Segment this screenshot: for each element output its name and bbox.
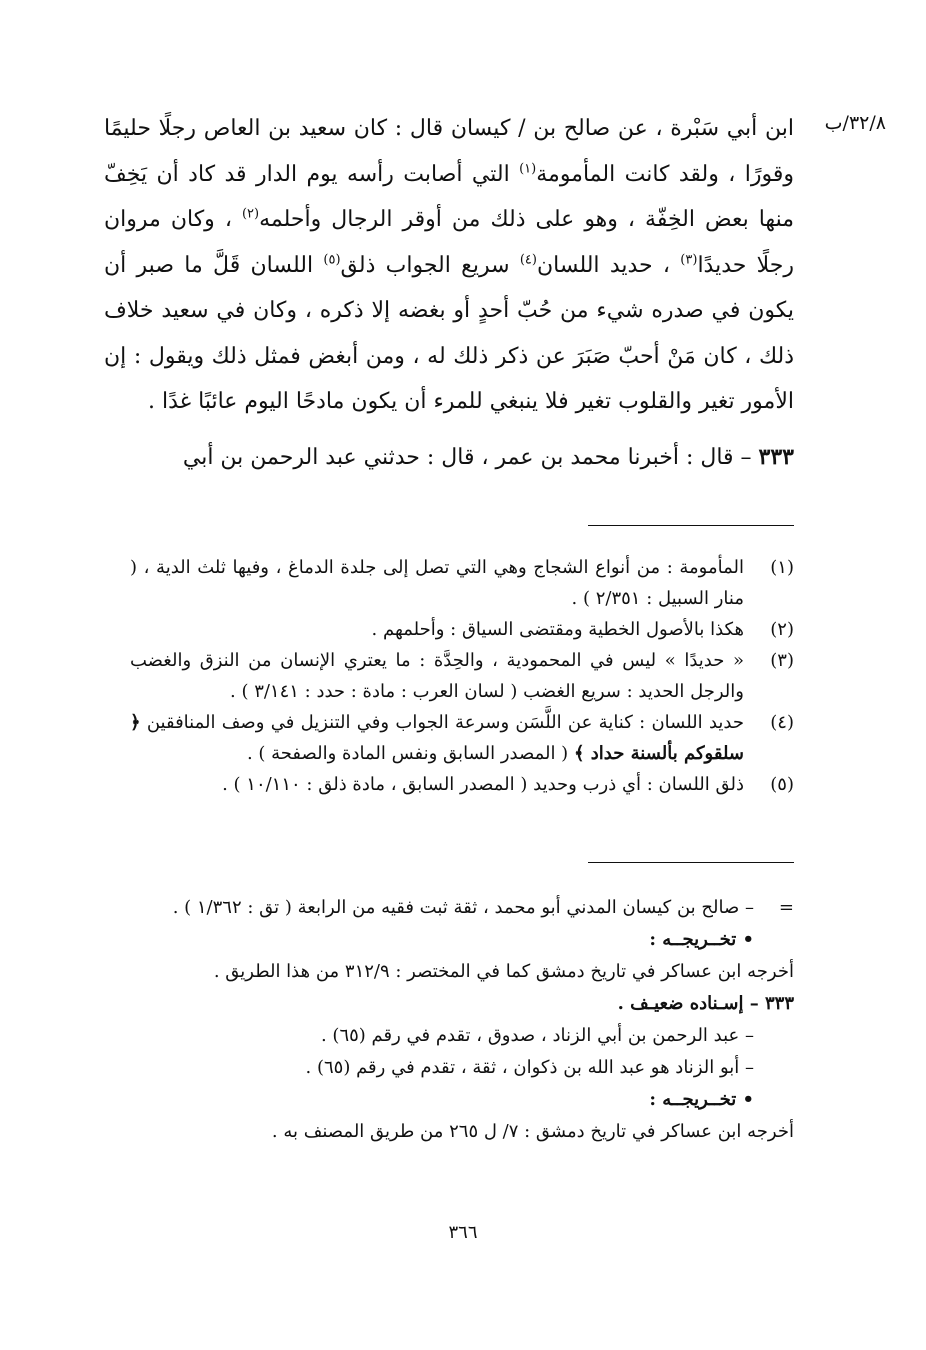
text-segment: – قال : أخبرنا محمد بن عمر ، قال : حدثني عبد الرحمن بن أبي [182, 444, 759, 470]
footnote-text: المأمومة : من أنواع الشجاج وهي التي تصل إلى جلدة الدماغ ، وفيها ثلث الدية ، ( منار السبيل : ٢/٣٥١ ) . [130, 557, 744, 609]
takhrij-text: أخرجه ابن عساكر في تاريخ دمشق : ٧/ ل ٢٦٥ من طريق المصنف به . [271, 1121, 794, 1142]
footnote-number: (٢) [770, 619, 794, 640]
footnote [130, 614, 794, 645]
page-number: ٣٦٦ [448, 1222, 478, 1243]
footnote [130, 645, 794, 707]
narrator-note: – عبد الرحمن بن أبي الزناد ، صدوق ، تقدم في رقم (٦٥) . [320, 1025, 754, 1046]
text-segment: ، وكان مروان رجلًا حديدًا [104, 207, 794, 278]
takhrij-divider [588, 862, 794, 863]
footnote-ref: (٣) [680, 252, 698, 268]
isnad-heading [130, 988, 794, 1020]
hadith-number: ٣٣٣ [764, 993, 794, 1014]
takhrij-section [130, 892, 794, 1148]
text-segment: سريع الجواب ذلق [340, 252, 520, 278]
manuscript-folio-ref: ٣٢/٨/ب [824, 112, 886, 134]
footnote-ref: (٤) [519, 252, 537, 268]
footnote-number: (٥) [770, 774, 794, 795]
text-segment: اللسان قَلَّ ما صبر أن يكون في صدره شيء من حُبّ أحدٍ أو بغضه إلا ذكره ، وكان في سعيد خلاف ذلك ، كان مَنْ أحبّ صَبَرَ عن ذكر ذلك له ، ومن أبغض فمثل ذلك ويقول : إن الأمور تغير والقلوب تغير فلا ينبغي للمرء أن يكون مادحًا اليوم عائبًا غدًا . [104, 252, 794, 414]
takhrij-heading: • تخــريجــه : [649, 929, 754, 950]
narrator-note: – صالح بن كيسان المدني أبو محمد ، ثقة ثبت فقيه من الرابعة ( تق : ١/٣٦٢ ) . [172, 897, 754, 918]
footnote-text: ذلق اللسان : أي ذرب وحديد ( المصدر السابق ، مادة ذلق : ١٠/١١٠ ) . [222, 774, 744, 795]
text-segment: ابن أبي سَبْرة ، عن صالح بن / كيسان قال : كان سعيد بن العاص رجلًا حليمًا وقورًا ، ولقد كانت المأمومة [104, 116, 795, 187]
hadith-332-text [104, 106, 794, 425]
footnote [130, 552, 794, 614]
takhrij-heading: • تخــريجــه : [649, 1089, 754, 1110]
footnotes [130, 552, 794, 800]
continuation-mark: = [778, 897, 794, 918]
footnote-text: هكذا بالأصول الخطية ومقتضى السياق : وأحلمهم . [371, 619, 744, 640]
footnote-number: (٤) [770, 712, 794, 733]
text-segment: التي أصابت رأسه يوم الدار قد كاد أن يَخِفّ منها بعض الخِفّة ، وهو على ذلك من أوقر الرجال وأحلمه [104, 161, 794, 232]
isnad-label: – إسـناده ضعيـف . [617, 993, 765, 1014]
footnote [130, 707, 794, 769]
hadith-number: ٣٣٣ [758, 443, 794, 470]
text-segment: ، حديد اللسان [536, 252, 681, 278]
footnote-text: ( المصدر السابق ونفس المادة والصفحة ) . [246, 743, 574, 764]
narrator-note: – أبو الزناد هو عبد الله بن ذكوان ، ثقة ، تقدم في رقم (٦٥) . [305, 1057, 754, 1078]
footnote-ref: (٥) [323, 252, 341, 268]
quran-quote: ﴿ سلقوكم بألسنة حداد ﴾ [130, 712, 744, 764]
footnote-number: (٣) [770, 650, 794, 671]
footnote-divider [588, 525, 794, 526]
footnote-text: حديد اللسان : كناية عن اللَّسَن وسرعة الجواب وفي التنزيل في وصف المنافقين [140, 712, 744, 733]
footnote-ref: (٢) [241, 206, 260, 222]
continuation-line [130, 892, 794, 924]
main-text [104, 106, 794, 480]
footnote-number: (١) [770, 557, 794, 578]
hadith-333-text [104, 435, 794, 481]
footnote-text: « حديدًا » ليس في المحمودية ، والحِدَّة : ما يعتري الإنسان من النزق والغضب والرجل الحديد : سريع الغضب ( لسان العرب : مادة : حدد : ٣/١٤١ ) . [130, 650, 744, 702]
takhrij-text: أخرجه ابن عساكر في تاريخ دمشق كما في المختصر : ٣١٢/٩ من هذا الطريق . [213, 961, 794, 982]
footnote-ref: (١) [519, 161, 537, 177]
footnote [130, 769, 794, 800]
